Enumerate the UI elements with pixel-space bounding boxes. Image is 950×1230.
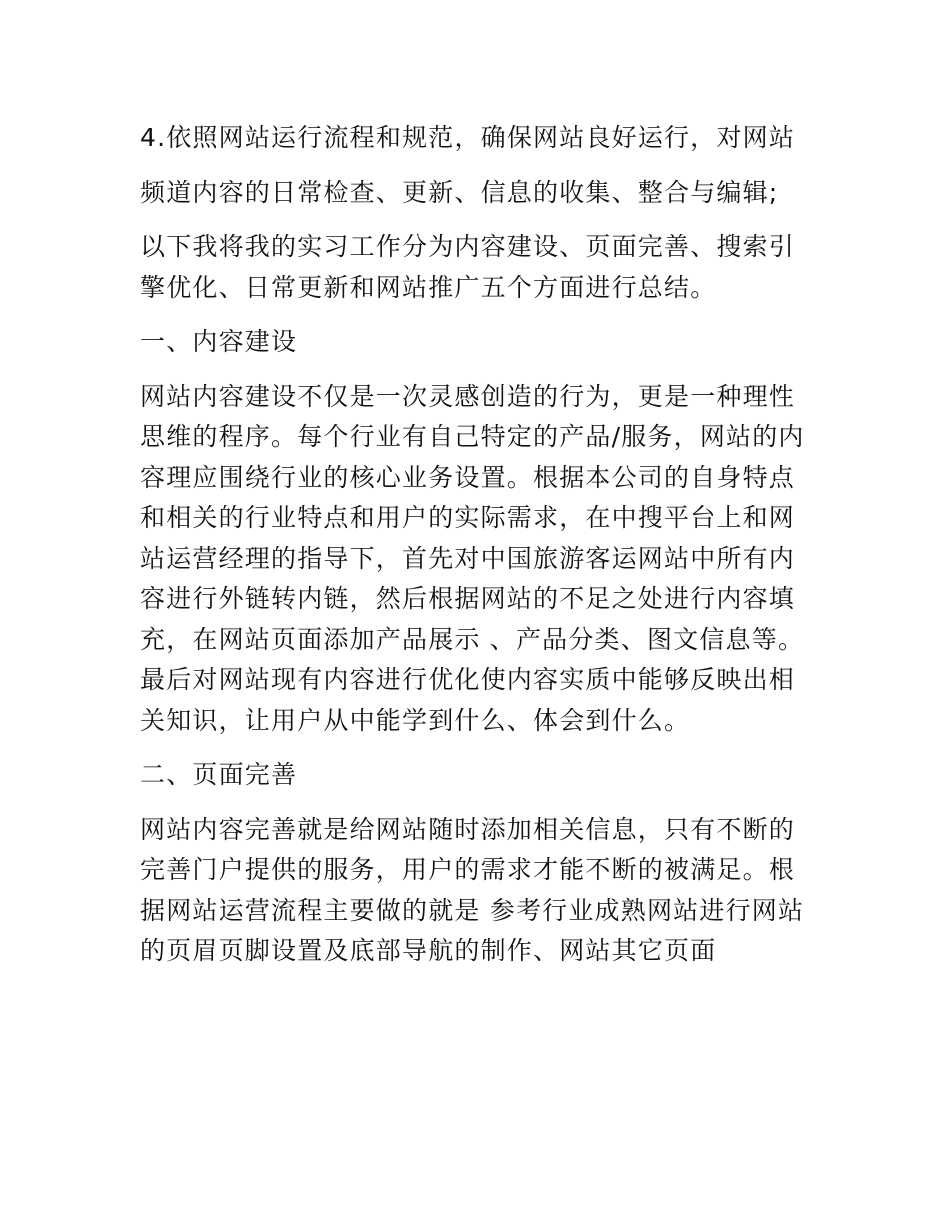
paragraph-item-4-continued: 频道内容的日常检查、更新、信息的收集、整合与编辑; <box>140 177 779 207</box>
paragraph-summary-intro: 以下我将我的实习工作分为内容建设、页面完善、搜索引擎优化、日常更新和网站推广五个方面进行总结。 <box>140 232 796 302</box>
section-heading-content-building: 一、内容建设 <box>140 327 298 356</box>
paragraph-content-building: 网站内容建设不仅是一次灵感创造的行为，更是一种理性思维的程序。每个行业有自己特定的产品/服务，网站的内容理应围绕行业的核心业务设置。根据本公司的自身特点和相关的行业特点和用户的实际需求，在中搜平台上和网站运营经理的指导下，首先对中国旅游客运网站中所有内容进行外链转内链，然后根据网站的不足之处进行内容填充，在网站页面添加产品展示 、产品分类、图文信息等。最后对网站现有内容进行优化使内容实质中能够反映出相关知识，让用户从中能学到什么、体会到什么。 <box>140 381 805 735</box>
section-heading-page-improvement: 二、页面完善 <box>140 760 298 789</box>
paragraph-page-improvement: 网站内容完善就是给网站随时添加相关信息，只有不断的完善门户提供的服务，用户的需求才能不断的被满足。根据网站运营流程主要做的就是 参考行业成熟网站进行网站的页眉页脚设置及底部导航的制作、网站其它页面 <box>140 814 805 965</box>
paragraph-item-4: 4.依照网站运行流程和规范，确保网站良好运行，对网站 <box>140 123 796 152</box>
document-body <box>140 118 808 986</box>
